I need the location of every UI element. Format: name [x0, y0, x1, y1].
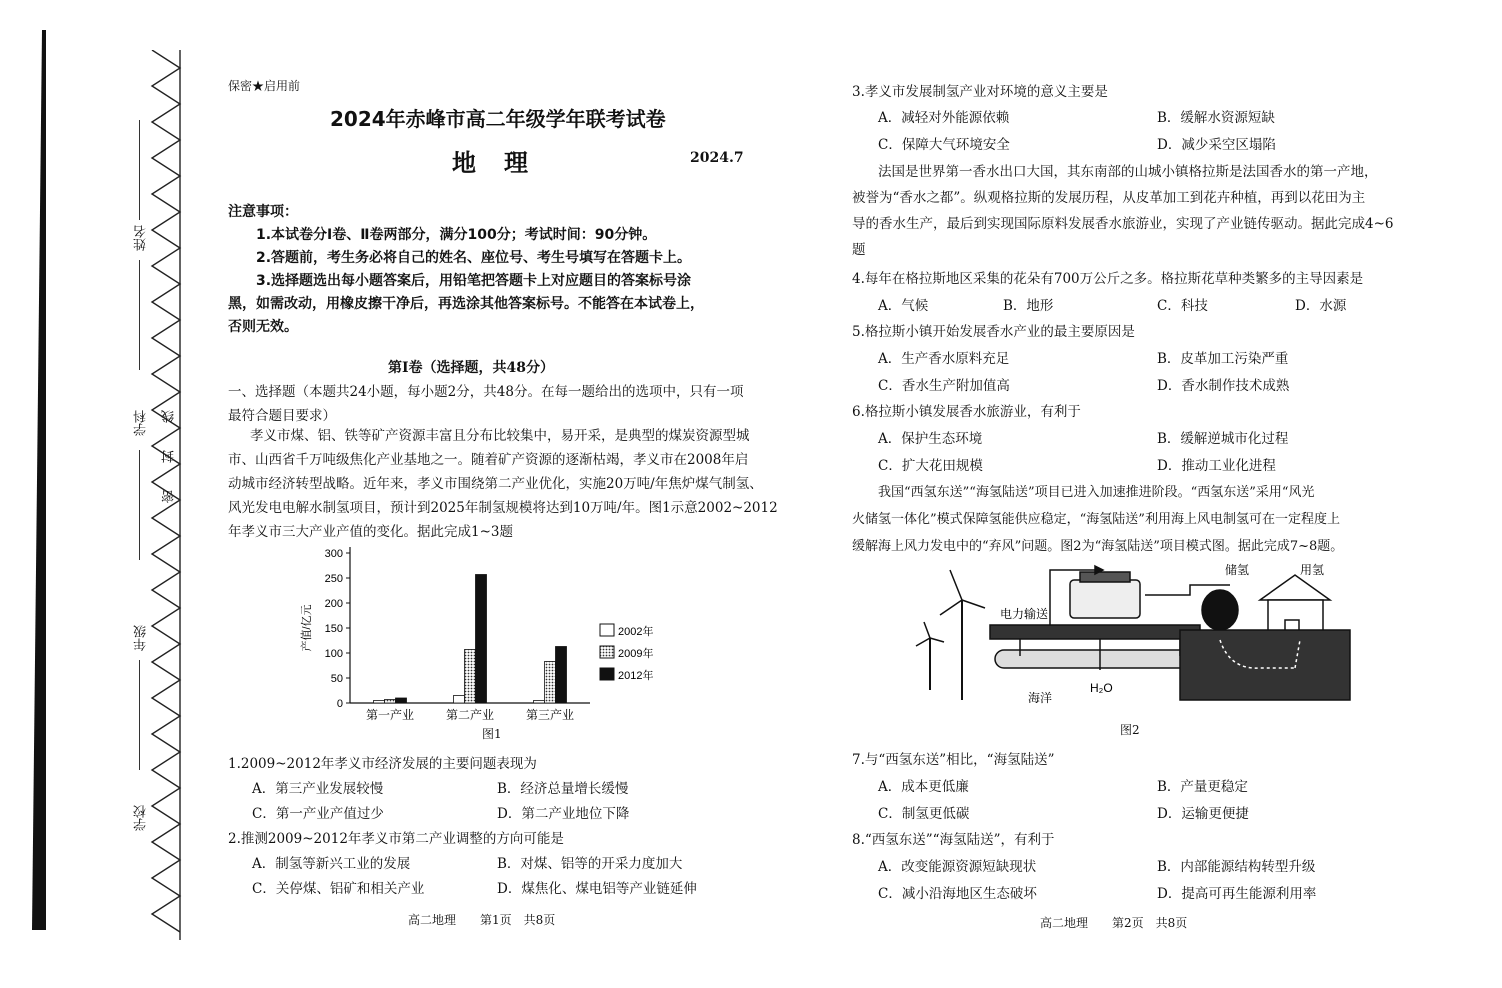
legend-label: 2002年: [618, 626, 654, 638]
passage2-line: 题: [852, 242, 866, 258]
question-5-stem: 5.格拉斯小镇开始发展香水产业的最主要原因是: [852, 324, 1135, 340]
subject-underline: [139, 260, 140, 370]
question-6-option-a: A．保护生态环境: [878, 431, 983, 447]
y-tick-label: 50: [330, 673, 343, 685]
question-2-option-b: B．对煤、铝等的开采力度加大: [497, 856, 683, 872]
question-8-option-a: A．改变能源资源短缺现状: [878, 859, 1037, 875]
passage1-line: 年孝义市三大产业产值的变化。据此完成1~3题: [228, 524, 513, 540]
offshore-platform: [990, 625, 1200, 639]
figure1-caption: 图1: [482, 727, 502, 741]
binding-zigzag: [150, 50, 210, 940]
name-underline: [139, 120, 140, 220]
label-water: H₂O: [1090, 681, 1113, 695]
bar-2002年: [454, 696, 465, 704]
footer-left: 高二地理 第1页 共8页: [408, 913, 556, 927]
x-tick-label: 第二产业: [445, 708, 495, 722]
y-tick-label: 300: [324, 548, 343, 560]
question-5-option-b: B．皮革加工污染严重: [1157, 351, 1289, 367]
notice-item: 否则无效。: [228, 319, 298, 335]
question-5-option-c: C．香水生产附加值高: [878, 378, 1010, 394]
notice-item: 2.答题前，考生务必将自己的姓名、座位号、考生号填写在答题卡上。: [256, 250, 692, 266]
bar-2012年: [556, 647, 567, 704]
wind-turbine-icon: [940, 570, 985, 700]
question-4-option-a: A．气候: [878, 298, 929, 314]
passage1-line: 动城市经济转型战略。近年来，孝义市围绕第二产业优化，实施20万吨/年焦炉煤气制氢、: [228, 476, 763, 492]
question-1-option-a: A．第三产业发展较慢: [252, 781, 384, 797]
section1-heading: 第Ⅰ卷（选择题，共48分）: [388, 360, 555, 376]
secret-label: 保密★启用前: [228, 79, 301, 93]
passage1-line: 市、山西省千万吨级焦化产业基地之一。随着矿产资源的逐渐枯竭，孝义市在2008年启: [228, 452, 749, 468]
question-4-option-c: C．科技: [1157, 298, 1208, 314]
wind-turbine-icon: [916, 622, 944, 690]
passage3-line: 缓解海上风力发电中的“弃风”问题。图2为“海氢陆送”项目模式图。据此完成7~8题。: [852, 539, 1344, 554]
figure2-diagram: [900, 560, 1380, 710]
label-hydrogen-use: 用氢: [1300, 563, 1325, 577]
legend-swatch: [600, 624, 614, 636]
label-hydrogen-storage: 储氢: [1225, 563, 1250, 577]
question-3-option-d: D．减少采空区塌陷: [1157, 137, 1276, 153]
passage2-line: 导的香水生产，最后到实现国际原料发展香水旅游业，实现了产业链传驱动。据此完成4~6: [852, 216, 1394, 232]
question-1-option-c: C．第一产业产值过少: [252, 806, 384, 822]
y-tick-label: 150: [324, 623, 343, 635]
hydrogen-tank-icon: [1202, 590, 1238, 630]
question-7-option-d: D．运输更便捷: [1157, 806, 1249, 822]
question-6-option-b: B．缓解逆城市化过程: [1157, 431, 1289, 447]
question-6-stem: 6.格拉斯小镇发展香水旅游业，有利于: [852, 404, 1081, 420]
y-tick-label: 100: [324, 648, 343, 660]
electrolyzer-icon: [1070, 580, 1140, 618]
bar-2009年: [465, 650, 476, 704]
margin-label-subject: 学科: [134, 410, 149, 436]
notice-heading: 注意事项：: [228, 204, 298, 220]
bar-2009年: [385, 700, 396, 704]
question-8-stem: 8.“西氢东送”“海氢陆送”，有利于: [852, 832, 1055, 848]
passage3-line: 我国“西氢东送”“海氢陆送”项目已进入加速推进阶段。“西氢东送”采用“风光: [878, 485, 1315, 500]
question-1-option-b: B．经济总量增长缓慢: [497, 781, 629, 797]
question-7-option-a: A．成本更低廉: [878, 779, 969, 795]
question-4-option-b: B．地形: [1003, 298, 1054, 314]
question-2-stem: 2.推测2009~2012年孝义市第二产业调整的方向可能是: [228, 831, 564, 847]
question-3-option-a: A．减轻对外能源依赖: [878, 110, 1010, 126]
section1-instructions: 最符合题目要求）: [228, 408, 336, 424]
margin-label-seal: 封: [162, 450, 177, 463]
margin-label-line: 线: [162, 410, 177, 423]
school-underline: [139, 660, 140, 770]
question-6-option-d: D．推动工业化进程: [1157, 458, 1276, 474]
notice-item: 3.选择题选出每小题答案后，用铅笔把答题卡上对应题目的答案标号涂: [256, 273, 692, 289]
question-4-stem: 4.每年在格拉斯地区采集的花朵有700万公斤之多。格拉斯花草种类繁多的主导因素是: [852, 271, 1364, 287]
y-tick-label: 0: [336, 698, 343, 710]
question-5-option-d: D．香水制作技术成熟: [1157, 378, 1290, 394]
margin-label-grade: 年级: [134, 625, 149, 651]
question-8-option-b: B．内部能源结构转型升级: [1157, 859, 1316, 875]
question-8-option-d: D．提高可再生能源利用率: [1157, 886, 1317, 902]
subject-title: 地理: [452, 149, 556, 177]
y-tick-label: 250: [324, 573, 343, 585]
passage2-line: 被誉为“香水之都”。纵观格拉斯的发展历程，从皮革加工到花卉种植，再到以花田为主: [852, 190, 1366, 206]
label-ocean: 海洋: [1028, 691, 1053, 705]
bar-2002年: [534, 701, 545, 704]
question-7-stem: 7.与“西氢东送”相比，“海氢陆送”: [852, 752, 1055, 768]
section1-instructions: 一、选择题（本题共24小题，每小题2分，共48分。在每一题给出的选项中，只有一项: [228, 384, 744, 400]
question-7-option-b: B．产量更稳定: [1157, 779, 1248, 795]
question-1-stem: 1.2009~2012年孝义市经济发展的主要问题表现为: [228, 756, 537, 772]
legend-label: 2012年: [618, 670, 654, 682]
margin-label-secret: 密: [162, 490, 177, 503]
question-3-stem: 3.孝义市发展制氢产业对环境的意义主要是: [852, 84, 1108, 100]
question-8-option-c: C．减小沿海地区生态破坏: [878, 886, 1037, 902]
legend-swatch: [600, 646, 614, 658]
question-2-option-d: D．煤焦化、煤电铝等产业链延伸: [497, 881, 697, 897]
grade-underline: [139, 450, 140, 560]
exam-title: 2024年赤峰市高二年级学年联考试卷: [330, 107, 666, 131]
margin-label-school: 学校: [134, 805, 149, 831]
figure2-caption: 图2: [1120, 723, 1140, 737]
question-1-option-d: D．第二产业地位下降: [497, 806, 630, 822]
footer-right: 高二地理 第2页 共8页: [1040, 916, 1188, 930]
margin-label-name: 姓名: [134, 225, 149, 251]
page-spine: [32, 30, 46, 930]
question-6-option-c: C．扩大花田规模: [878, 458, 983, 474]
passage1-line: 风光发电电解水制氢项目，预计到2025年制氢规模将达到10万吨/年。图1示意2002~2012: [228, 500, 778, 516]
bar-2012年: [476, 575, 487, 704]
question-3-option-c: C．保障大气环境安全: [878, 137, 1010, 153]
label-power-transmission: 电力输送: [1000, 607, 1049, 621]
y-axis-label: 产值/亿元: [301, 604, 313, 652]
x-tick-label: 第三产业: [525, 708, 575, 722]
question-7-option-c: C．制氢更低碳: [878, 806, 970, 822]
notice-item: 黑，如需改动，用橡皮擦干净后，再选涂其他答案标号。不能答在本试卷上，: [228, 296, 704, 312]
bar-2012年: [396, 698, 407, 703]
y-tick-label: 200: [324, 598, 343, 610]
question-2-option-a: A．制氢等新兴工业的发展: [252, 856, 411, 872]
bar-2009年: [545, 662, 556, 704]
passage3-line: 火储氢一体化”模式保障氢能供应稳定，“海氢陆送”利用海上风电制氢可在一定程度上: [852, 512, 1340, 527]
figure1-chart: [290, 540, 690, 740]
question-3-option-b: B．缓解水资源短缺: [1157, 110, 1275, 126]
question-4-option-d: D．水源: [1295, 298, 1347, 314]
passage1-line: 孝义市煤、铝、铁等矿产资源丰富且分布比较集中，易开采，是典型的煤炭资源型城: [250, 428, 750, 444]
legend-label: 2009年: [618, 648, 654, 660]
question-5-option-a: A．生产香水原料充足: [878, 351, 1010, 367]
legend-swatch: [600, 668, 614, 680]
x-tick-label: 第一产业: [365, 708, 415, 722]
question-2-option-c: C．关停煤、铝矿和相关产业: [252, 881, 425, 897]
pipeline: [995, 650, 1195, 668]
exam-date: 2024.7: [690, 150, 744, 166]
notice-item: 1.本试卷分Ⅰ卷、Ⅱ卷两部分，满分100分；考试时间：90分钟。: [256, 227, 657, 243]
passage2-line: 法国是世界第一香水出口大国，其东南部的山城小镇格拉斯是法国香水的第一产地，: [878, 164, 1378, 180]
bar-2002年: [374, 701, 385, 704]
